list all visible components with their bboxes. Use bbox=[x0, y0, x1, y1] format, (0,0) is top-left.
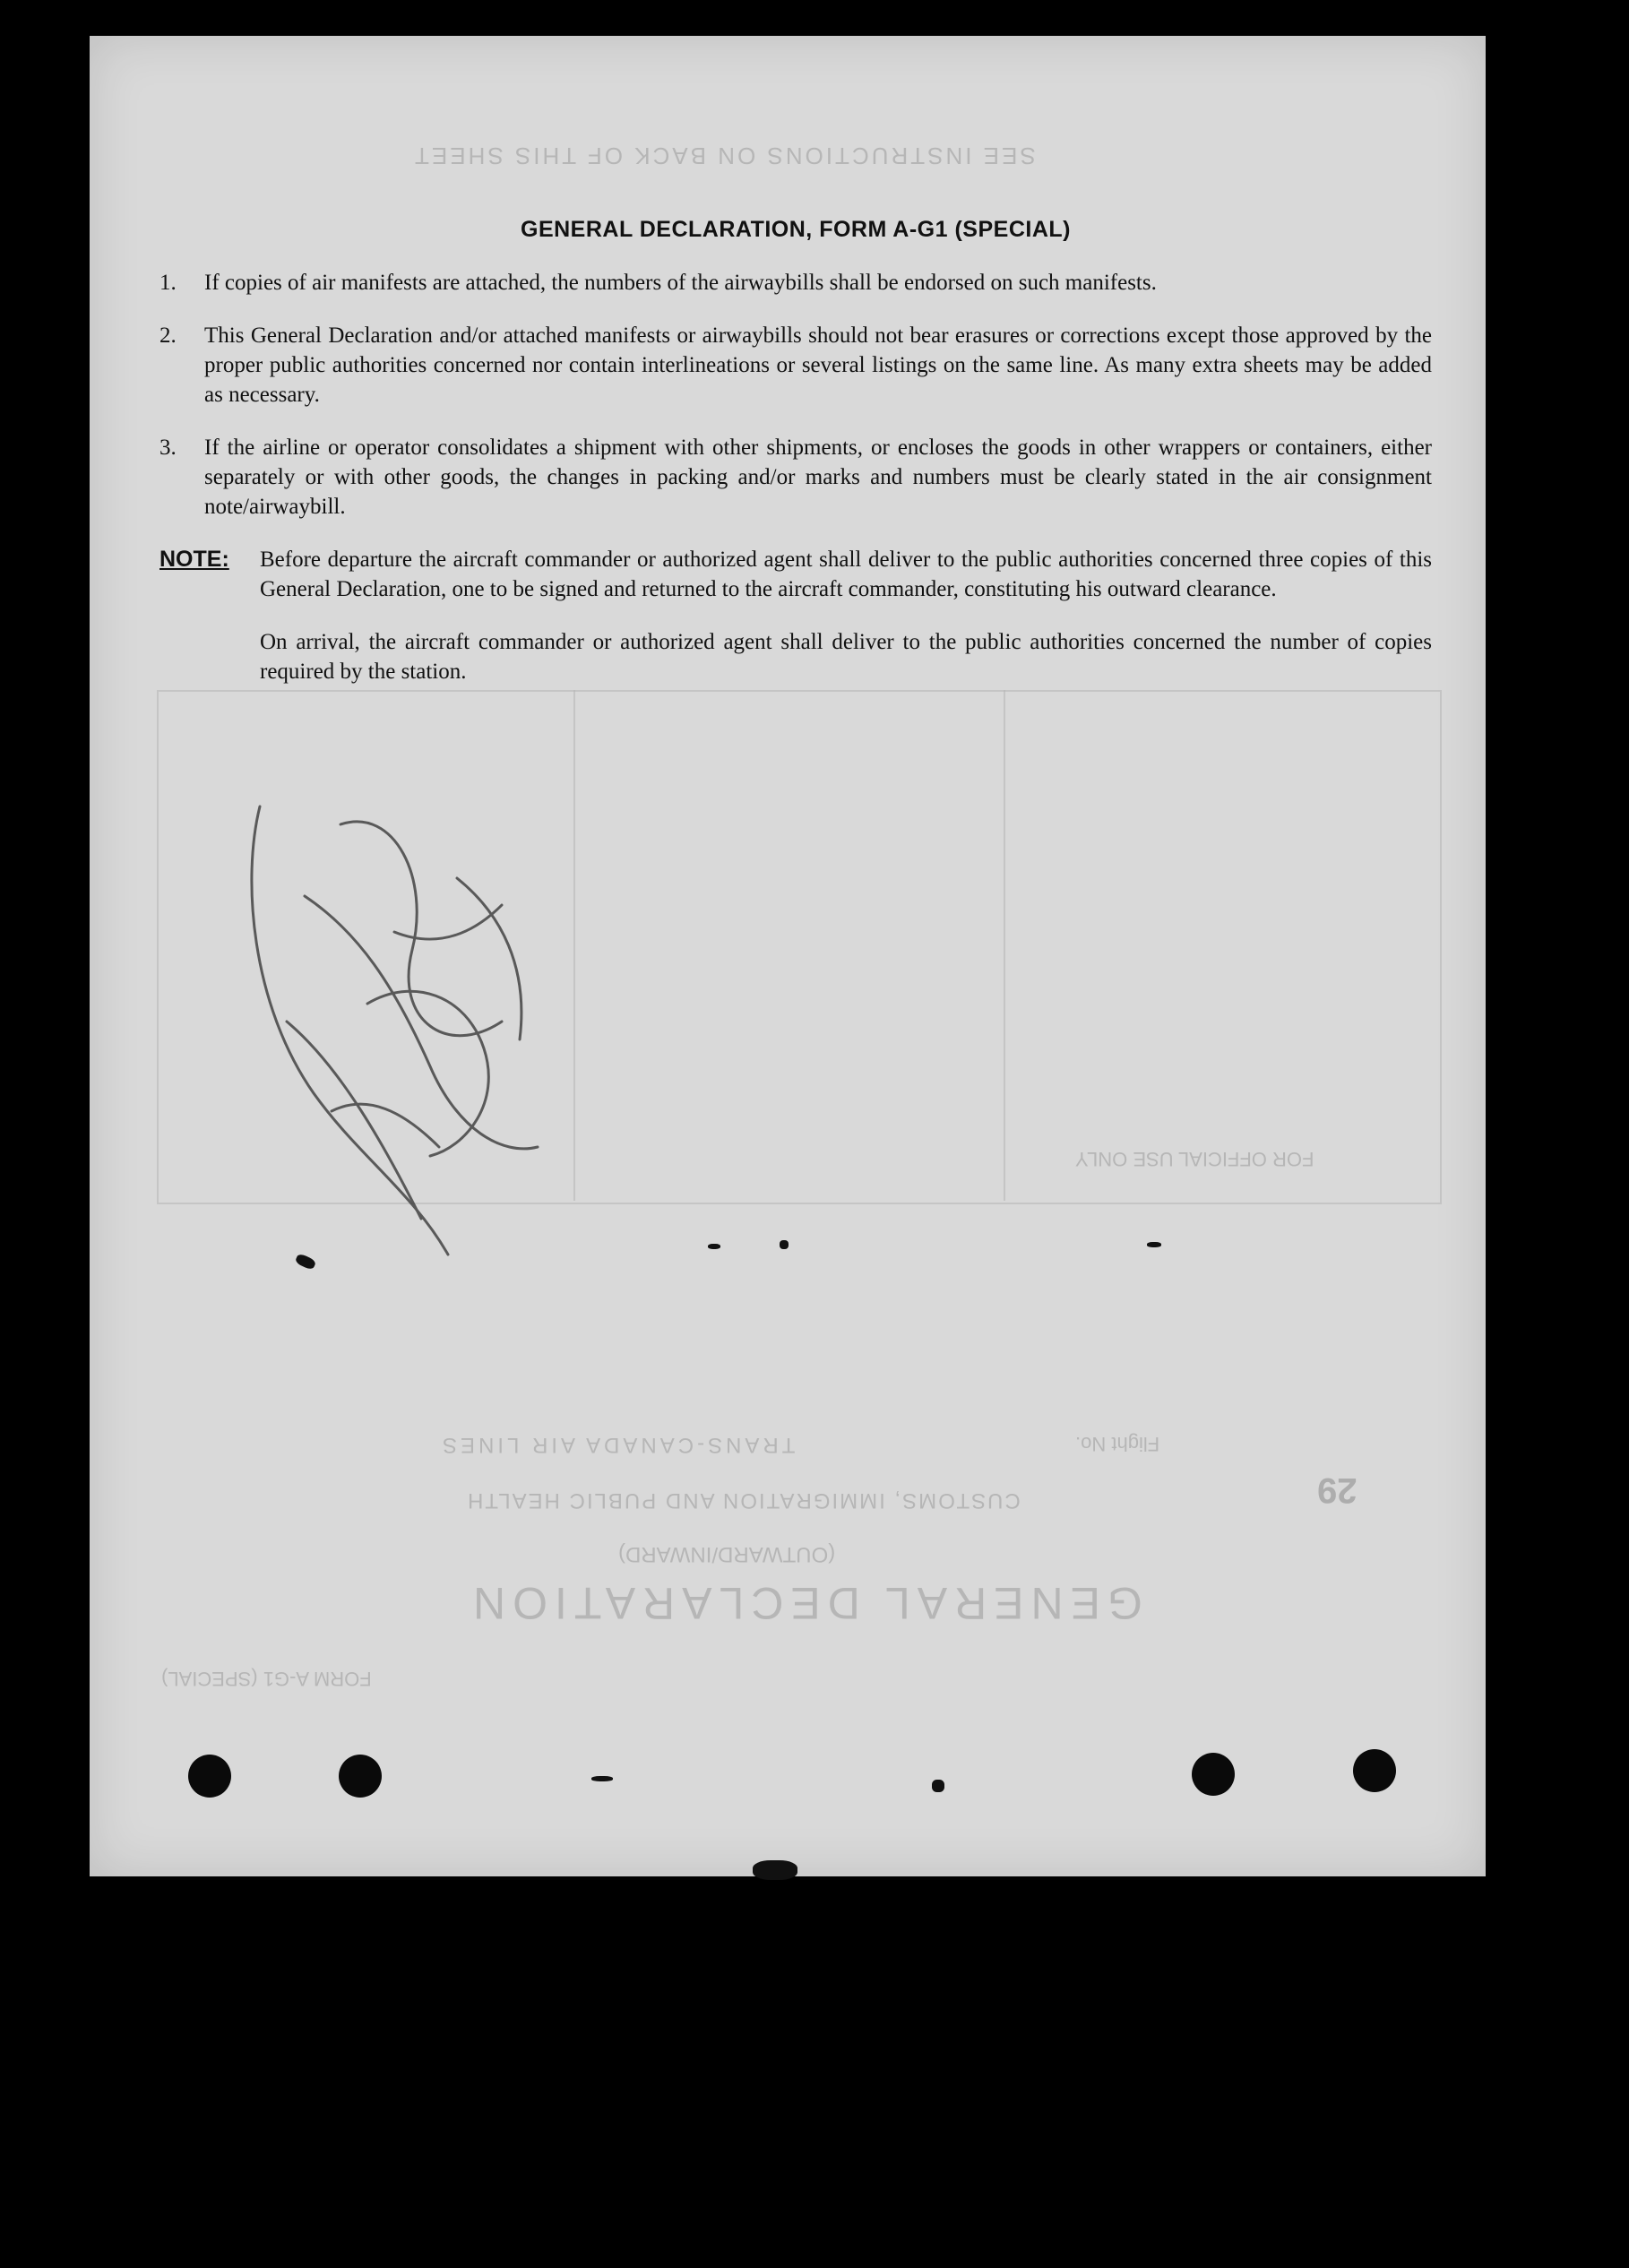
ink-speck bbox=[753, 1860, 797, 1880]
bleed-through-operator: TRANS-CANADA AIR LINES bbox=[439, 1433, 796, 1457]
punch-hole bbox=[1192, 1753, 1235, 1796]
item-text: If the airline or operator consolidates a shipment with other shipments, or encloses the goods in other wrappers or containers, either separately or with other goods, the changes in packing and/or marks and numbers must be clearly stated in the air consignment note/airwaybill. bbox=[204, 435, 1432, 519]
bleed-through-form-code: FORM A-G1 (SPECIAL) bbox=[161, 1668, 372, 1690]
bleed-through-subheading: (OUTWARD/INWARD) bbox=[618, 1542, 836, 1566]
punch-hole bbox=[339, 1755, 382, 1798]
instruction-item bbox=[159, 268, 1432, 298]
note-block bbox=[159, 545, 1432, 604]
item-text: If copies of air manifests are attached, the numbers of the airwaybills shall be endorsed on such manifests. bbox=[204, 271, 1157, 295]
ink-speck bbox=[780, 1240, 789, 1249]
item-number: 3. bbox=[159, 435, 177, 460]
handwritten-signature bbox=[233, 771, 663, 1272]
ink-speck bbox=[591, 1776, 613, 1781]
item-number: 2. bbox=[159, 323, 177, 348]
item-number: 1. bbox=[159, 271, 177, 295]
ink-speck bbox=[1147, 1242, 1161, 1247]
bleed-through-official-use: FOR OFFICIAL USE ONLY bbox=[1075, 1148, 1314, 1170]
bleed-through-heading: GENERAL DECLARATION bbox=[466, 1578, 1142, 1628]
ink-speck bbox=[708, 1244, 720, 1249]
bleed-through-agencies: CUSTOMS, IMMIGRATION AND PUBLIC HEALTH bbox=[466, 1488, 1021, 1513]
bleed-through-number: 29 bbox=[1317, 1470, 1358, 1510]
note-label: NOTE: bbox=[159, 547, 229, 572]
note-paragraph: Before departure the aircraft commander or authorized agent shall deliver to the public authorities concerned three copies of this General Declaration, one to be signed and returned to the aircraft commander, constituting his outward clearance. bbox=[260, 548, 1432, 601]
bleed-through-flight-label: Flight No. bbox=[1075, 1433, 1160, 1455]
instruction-item bbox=[159, 433, 1432, 522]
ink-speck bbox=[932, 1780, 944, 1792]
document-sheet bbox=[90, 36, 1486, 1876]
note-paragraph: On arrival, the aircraft commander or authorized agent shall deliver to the public authorities concerned the number of copies required by the station. bbox=[260, 630, 1432, 684]
bleed-through-table-divider bbox=[1004, 690, 1005, 1201]
instructions bbox=[159, 215, 1432, 686]
bleed-through-instruction: SEE INSTRUCTIONS ON BACK OF THIS SHEET bbox=[412, 142, 1036, 169]
instruction-item bbox=[159, 321, 1432, 410]
item-text: This General Declaration and/or attached manifests or airwaybills should not bear erasures or corrections except those approved by the proper public authorities concerned nor contain interlineations or several listings on the same line. As many extra sheets may be added as necessary. bbox=[204, 323, 1432, 407]
document-title: GENERAL DECLARATION, FORM A-G1 (SPECIAL) bbox=[521, 217, 1071, 242]
punch-hole bbox=[188, 1755, 231, 1798]
punch-hole bbox=[1353, 1749, 1396, 1792]
